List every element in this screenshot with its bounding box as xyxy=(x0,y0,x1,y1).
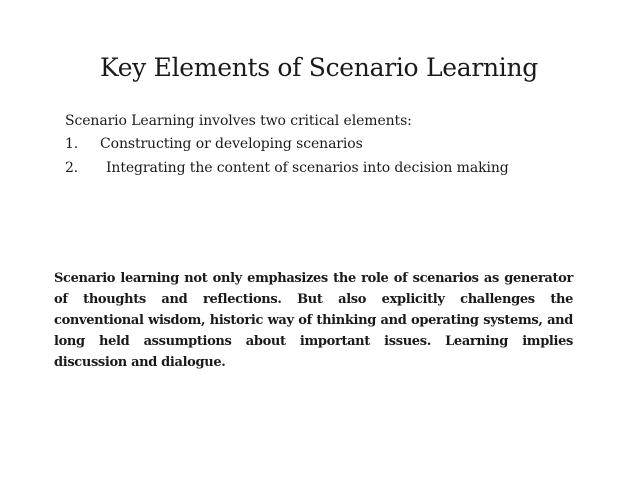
list-item-text: Integrating the content of scenarios into decision making xyxy=(106,160,509,176)
list-item xyxy=(65,132,509,156)
list-item-number: 1. xyxy=(65,136,79,152)
body-paragraph: Scenario learning not only emphasizes the role of scenarios as generator of thoughts and reflections. But also explicitly challenges the conventional wisdom, historic way of thinking and operating systems, and long held assumptions about important issues. Learning implies discussion and dialogue. xyxy=(54,271,573,370)
slide-title: Key Elements of Scenario Learning xyxy=(99,53,538,82)
list-item-number: 2. xyxy=(65,160,79,176)
elements-list xyxy=(65,132,509,180)
intro-text: Scenario Learning involves two critical elements: xyxy=(65,113,412,129)
list-item-text: Constructing or developing scenarios xyxy=(100,136,363,152)
list-item xyxy=(65,156,509,180)
